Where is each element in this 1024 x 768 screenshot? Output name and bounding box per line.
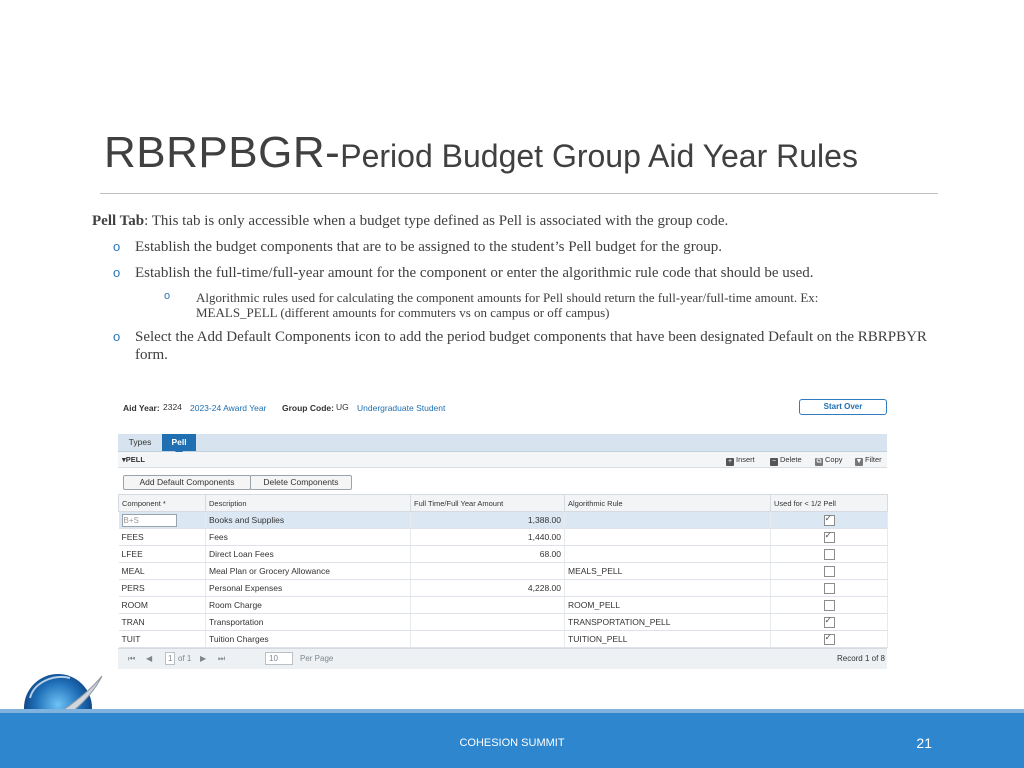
table-row[interactable] <box>119 529 888 546</box>
group-code-value[interactable]: UG <box>336 402 349 412</box>
component-cell[interactable]: LFEE <box>119 546 206 563</box>
slide-title <box>104 128 858 178</box>
rule-cell[interactable] <box>565 512 771 529</box>
column-header[interactable]: Algorithmic Rule <box>565 495 771 512</box>
component-cell[interactable]: TRAN <box>119 614 206 631</box>
component-cell[interactable] <box>119 512 206 529</box>
rule-cell[interactable] <box>565 546 771 563</box>
rule-cell[interactable]: TRANSPORTATION_PELL <box>565 614 771 631</box>
group-code-desc: Undergraduate Student <box>357 403 446 413</box>
group-code-label: Group Code: <box>282 403 334 413</box>
used-half-pell-checkbox[interactable] <box>824 600 835 611</box>
rule-cell[interactable] <box>565 529 771 546</box>
record-count: Record 1 of 8 <box>836 654 885 663</box>
grid-header-row <box>119 495 888 512</box>
copy-button[interactable] <box>815 455 843 466</box>
bullet-list <box>92 238 932 364</box>
banner-form-screenshot <box>118 396 887 670</box>
delete-button[interactable] <box>770 455 802 466</box>
tab-pell[interactable]: Pell <box>162 434 196 451</box>
bullet-mark: o <box>113 239 121 254</box>
rule-cell[interactable]: TUITION_PELL <box>565 631 771 648</box>
prev-page-icon[interactable]: ◀ <box>146 654 153 663</box>
bullet-text: Establish the full-time/full-year amount for the component or enter the algorithmic rule code that should be used. <box>135 265 814 281</box>
table-row[interactable] <box>119 512 888 529</box>
column-header[interactable]: Used for < 1/2 Pell <box>771 495 888 512</box>
page-of-text: of 1 <box>178 654 192 663</box>
lead-text: : This tab is only accessible when a budget type defined as Pell is associated with the group code. <box>144 213 729 229</box>
add-default-components-button[interactable]: Add Default Components <box>123 475 251 490</box>
description-cell[interactable]: Meal Plan or Grocery Allowance <box>206 563 411 580</box>
copy-label: Copy <box>825 455 843 464</box>
section-title[interactable]: ▾PELL <box>122 455 145 464</box>
amount-cell[interactable]: 1,388.00 <box>411 512 565 529</box>
used-half-pell-checkbox[interactable] <box>824 532 835 543</box>
delete-components-button[interactable]: Delete Components <box>250 475 352 490</box>
used-half-pell-cell[interactable] <box>771 529 888 546</box>
description-cell[interactable]: Transportation <box>206 614 411 631</box>
start-over-button[interactable]: Start Over <box>799 399 887 415</box>
filter-icon: ▼ <box>855 458 863 465</box>
lead-bold: Pell Tab <box>92 213 145 229</box>
minus-icon: − <box>771 458 777 465</box>
footer-text: COHESION SUMMIT <box>459 737 565 749</box>
last-page-icon[interactable]: ⏭ <box>218 654 226 663</box>
components-grid <box>118 494 887 648</box>
key-block <box>118 396 887 420</box>
rule-cell[interactable]: ROOM_PELL <box>565 597 771 614</box>
column-header[interactable]: Description <box>206 495 411 512</box>
component-cell[interactable]: FEES <box>119 529 206 546</box>
amount-cell[interactable] <box>411 563 565 580</box>
bullet-item <box>113 328 932 364</box>
amount-cell[interactable] <box>411 614 565 631</box>
amount-cell[interactable] <box>411 631 565 648</box>
component-cell[interactable]: MEAL <box>119 563 206 580</box>
table-row[interactable] <box>119 563 888 580</box>
description-cell[interactable]: Fees <box>206 529 411 546</box>
slide-footer <box>0 713 1024 768</box>
lead-paragraph <box>92 212 932 230</box>
bullet-mark: o <box>113 265 121 280</box>
per-page-label: Per Page <box>300 654 334 663</box>
used-half-pell-checkbox[interactable] <box>824 566 835 577</box>
rule-cell[interactable]: MEALS_PELL <box>565 563 771 580</box>
component-input[interactable]: B+S <box>122 514 177 527</box>
copy-icon: ⧉ <box>816 458 822 465</box>
description-cell[interactable]: Personal Expenses <box>206 580 411 597</box>
aid-year-value[interactable]: 2324 <box>163 402 182 412</box>
table-row[interactable] <box>119 580 888 597</box>
table-row[interactable] <box>119 546 888 563</box>
used-half-pell-cell[interactable] <box>771 563 888 580</box>
bullet-mark: o <box>113 329 121 344</box>
slide-body <box>92 212 932 364</box>
column-header[interactable]: Full Time/Full Year Amount <box>411 495 565 512</box>
used-half-pell-cell[interactable] <box>771 631 888 648</box>
bullet-text: Establish the budget components that are to be assigned to the student’s Pell budget for the group. <box>135 239 722 255</box>
component-cell[interactable]: PERS <box>119 580 206 597</box>
tab-types[interactable]: Types <box>128 437 152 447</box>
table-row[interactable] <box>119 614 888 631</box>
used-half-pell-checkbox[interactable] <box>824 515 835 526</box>
component-cell[interactable]: TUIT <box>119 631 206 648</box>
used-half-pell-checkbox[interactable] <box>824 549 835 560</box>
per-page-select[interactable]: 10 <box>265 652 293 665</box>
title-code: RBRPBGR- <box>104 128 341 177</box>
title-divider <box>100 193 938 194</box>
used-half-pell-cell[interactable] <box>771 512 888 529</box>
component-cell[interactable]: ROOM <box>119 597 206 614</box>
amount-cell[interactable]: 4,228.00 <box>411 580 565 597</box>
bullet-item <box>113 238 932 256</box>
first-page-icon[interactable]: ⏮ <box>128 654 136 663</box>
used-half-pell-cell[interactable] <box>771 597 888 614</box>
page-number: 21 <box>916 735 932 751</box>
filter-label: Filter <box>865 455 882 464</box>
bullet-item <box>113 264 932 282</box>
insert-button[interactable] <box>726 455 755 466</box>
aid-year-label: Aid Year: <box>123 403 160 413</box>
sub-bullet-text: Algorithmic rules used for calculating the component amounts for Pell should return the full-year/full-time amount. Ex: MEALS_PELL (different amounts for commuters vs on campus or off campus) <box>196 290 819 320</box>
used-half-pell-cell[interactable] <box>771 614 888 631</box>
next-page-icon[interactable]: ▶ <box>200 654 207 663</box>
used-half-pell-checkbox[interactable] <box>824 583 835 594</box>
table-row[interactable] <box>119 631 888 648</box>
page-input[interactable]: 1 <box>165 652 175 665</box>
section-header <box>118 452 887 468</box>
sub-bullet-item <box>164 290 896 320</box>
bullet-text: Select the Add Default Components icon to add the period budget components that have been designated Default on the RBRPBYR form. <box>135 329 927 363</box>
description-cell[interactable]: Room Charge <box>206 597 411 614</box>
used-half-pell-cell[interactable] <box>771 580 888 597</box>
table-row[interactable] <box>119 597 888 614</box>
bullet-mark: o <box>164 290 171 302</box>
used-half-pell-checkbox[interactable] <box>824 634 835 645</box>
description-cell[interactable]: Tuition Charges <box>206 631 411 648</box>
amount-cell[interactable]: 1,440.00 <box>411 529 565 546</box>
title-rest: Period Budget Group Aid Year Rules <box>340 138 858 174</box>
amount-cell[interactable]: 68.00 <box>411 546 565 563</box>
used-half-pell-cell[interactable] <box>771 546 888 563</box>
plus-icon: + <box>727 458 733 465</box>
component-button-row <box>118 468 887 492</box>
rule-cell[interactable] <box>565 580 771 597</box>
description-cell[interactable]: Direct Loan Fees <box>206 546 411 563</box>
aid-year-desc: 2023-24 Award Year <box>190 403 267 413</box>
filter-button[interactable] <box>855 455 882 466</box>
delete-label: Delete <box>780 455 802 464</box>
pagination-bar <box>118 648 887 669</box>
description-cell[interactable]: Books and Supplies <box>206 512 411 529</box>
column-header[interactable]: Component * <box>119 495 206 512</box>
insert-label: Insert <box>736 455 755 464</box>
used-half-pell-checkbox[interactable] <box>824 617 835 628</box>
tab-bar <box>118 434 887 452</box>
amount-cell[interactable] <box>411 597 565 614</box>
